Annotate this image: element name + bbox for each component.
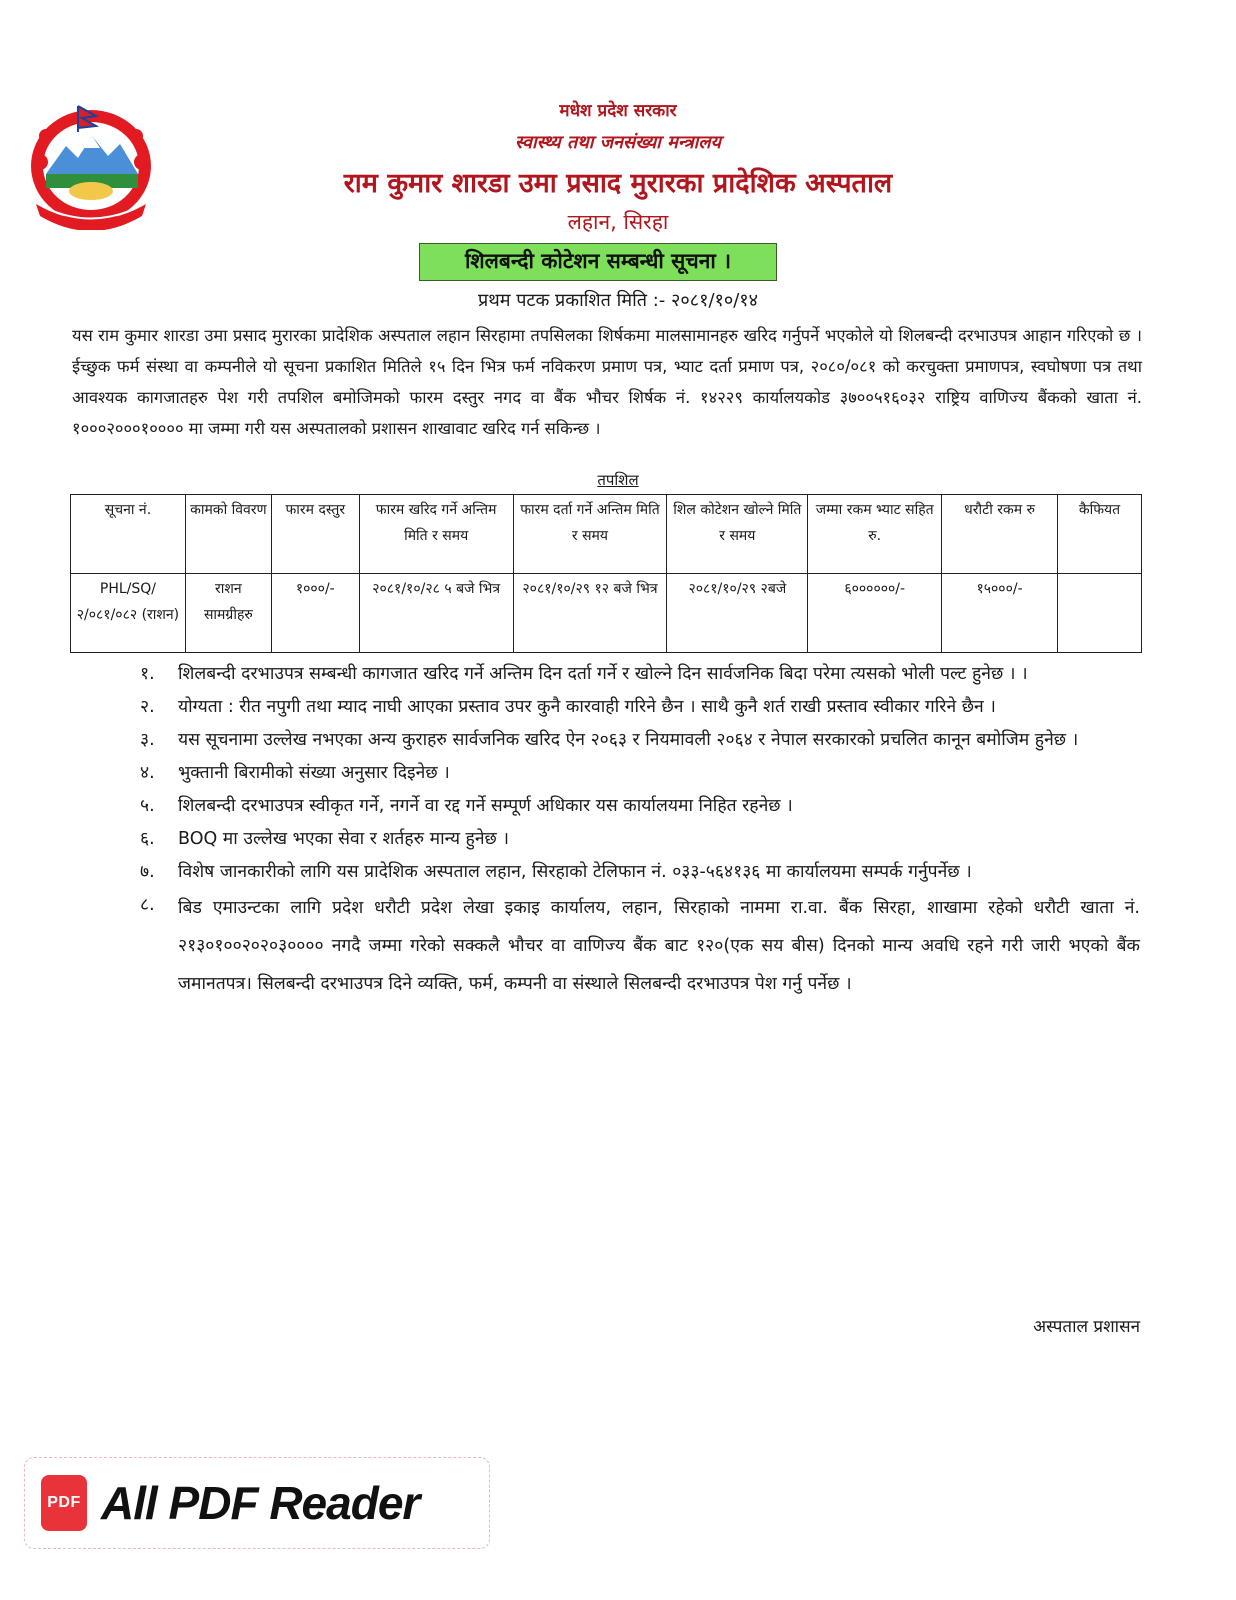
schedule-title: तपशिल — [597, 471, 639, 489]
table-header-row — [71, 495, 1142, 574]
conditions-list — [140, 658, 1140, 1003]
header-province: मधेश प्रदेश सरकार — [559, 101, 677, 121]
table-row — [71, 574, 1142, 653]
header-ministry: स्वास्थ्य तथा जनसंख्या मन्त्रालय — [515, 132, 721, 153]
table-header-cell: शिल कोटेशन खोल्ने मिति र समय — [667, 495, 808, 574]
list-item: ६. BOQ मा उल्लेख भएका सेवा र शर्तहरु मान्य हुनेछ । — [140, 829, 510, 849]
table-cell-notice-no: PHL/SQ/२/०८१/०८२ (राशन) — [71, 574, 186, 653]
table-cell-form-fee: १०००/- — [271, 574, 359, 653]
published-date: प्रथम पटक प्रकाशित मिति :- २०८१/१०/१४ — [477, 290, 759, 311]
signoff: अस्पताल प्रशासन — [1033, 1317, 1140, 1337]
header-hospital-name: राम कुमार शारडा उमा प्रसाद मुरारका प्रादेशिक अस्पताल — [343, 168, 893, 199]
watermark-text: All PDF Reader — [101, 1477, 420, 1529]
table-header-cell: फारम दस्तुर — [271, 495, 359, 574]
intro-paragraph: यस राम कुमार शारडा उमा प्रसाद मुरारका प्रादेशिक अस्पताल लहान सिरहामा तपसिलका शिर्षकमा मालसामानहरु खरिद गर्नुपर्ने भएकोले यो शिलबन्दी दरभाउपत्र आहान गरिएको छ । ईच्छुक फर्म संस्था वा कम्पनीले यो सूचना प्रकाशित मितिले १५ दिन भित्र फर्म नविकरण प्रमाण पत्र, भ्याट दर्ता प्रमाण पत्र, २०८०/०८१ को करचुक्ता प्रमाणपत्र, स्वघोषणा पत्र तथा आवश्यक कागजातहरु पेश गरी तपशिल बमोजिमको फारम दस्तुर नगद वा बैंक भौचर शिर्षक नं. १४२२९ कार्यालयकोड ३७००५१६०३२ राष्ट्रिय वाणिज्य बैंकको खाता नं. १०००२०००१०००० मा जम्मा गरी यस अस्पतालको प्रशासन शाखावाट खरिद गर्न सकिन्छ । — [72, 326, 1142, 438]
list-item: ७. विशेष जानकारीको लागि यस प्रादेशिक अस्पताल लहान, सिरहाको टेलिफान नं. ०३३-५६४१३६ मा कार्यालयमा सम्पर्क गर्नुपर्नेछ । — [140, 862, 972, 882]
table-header-cell: जम्मा रकम भ्याट सहित रु. — [808, 495, 942, 574]
list-item: २. योग्यता : रीत नपुगी तथा म्याद नाघी आएका प्रस्ताव उपर कुनै कारवाही गरिने छैन । साथै कुनै शर्त राखी प्रस्ताव स्वीकार गरिने छैन । — [140, 697, 996, 717]
table-header-cell: सूचना नं. — [71, 495, 186, 574]
notice-title: शिलबन्दी कोटेशन सम्बन्धी सूचना । — [419, 243, 777, 281]
list-item: ४. भुक्तानी बिरामीको संख्या अनुसार दिइनेछ । — [140, 763, 450, 783]
list-item: ३. यस सूचनामा उल्लेख नभएका अन्य कुराहरु सार्वजनिक खरिद ऐन २०६३ र नियमावली २०६४ र नेपाल सरकारको प्रचलित कानून बमोजिम हुनेछ । — [140, 730, 1079, 750]
schedule-table — [70, 494, 1142, 653]
table-cell-registration-deadline: २०८१/१०/२९ १२ बजे भित्र — [513, 574, 667, 653]
table-header-cell: फारम दर्ता गर्ने अन्तिम मिति र समय — [513, 495, 667, 574]
table-header-cell: कामको विवरण — [185, 495, 271, 574]
table-cell-deposit: १५०००/- — [942, 574, 1058, 653]
table-cell-purchase-deadline: २०८१/१०/२८ ५ बजे भित्र — [359, 574, 513, 653]
list-item: १. शिलबन्दी दरभाउपत्र सम्बन्धी कागजात खरिद गर्ने अन्तिम दिन दर्ता गर्ने र खोल्ने दिन सार्वजनिक बिदा परेमा त्यसको भोली पल्ट हुनेछ । । — [140, 664, 1028, 684]
table-header-cell: कैफियत — [1058, 495, 1142, 574]
table-header-cell: धरौटी रकम रु — [942, 495, 1058, 574]
table-cell-remarks — [1058, 574, 1142, 653]
header-location: लहान, सिरहा — [567, 210, 669, 234]
table-cell-total-amount: ६००००००/- — [808, 574, 942, 653]
list-item: ५. शिलबन्दी दरभाउपत्र स्वीकृत गर्ने, नगर्ने वा रद्द गर्ने सम्पूर्ण अधिकार यस कार्यालयमा निहित रहनेछ । — [140, 796, 793, 816]
table-cell-opening-date: २०८१/१०/२९ २बजे — [667, 574, 808, 653]
table-header-cell: फारम खरिद गर्ने अन्तिम मिति र समय — [359, 495, 513, 574]
app-watermark — [24, 1457, 490, 1549]
list-item: ८. बिड एमाउन्टका लागि प्रदेश धरौटी प्रदेश लेखा इकाइ कार्यालय, लहान, सिरहाको नाममा रा.वा. बैंक सिरहा, शाखामा रहेको धरौटी खाता नं. २१३०१००२०२०३०००० नगदै जम्मा गरेको सक्कलै भौचर वा वाणिज्य बैंक बाट १२०(एक सय बीस) दिनको मान्य अवधि रहने गरी जारी भएको बैंक जमानतपत्र। सिलबन्दी दरभाउपत्र दिने व्यक्ति, फर्म, कम्पनी वा संस्थाले सिलबन्दी दरभाउपत्र पेश गर्नु पर्नेछ । — [140, 895, 1140, 994]
pdf-icon: PDF — [41, 1475, 87, 1531]
table-cell-work-description: राशन सामग्रीहरु — [185, 574, 271, 653]
